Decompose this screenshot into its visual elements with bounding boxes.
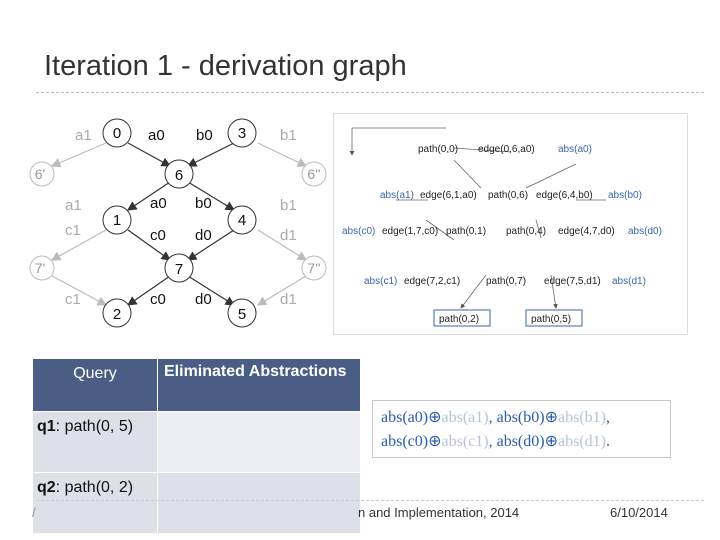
header-eliminated: Eliminated Abstractions xyxy=(158,359,361,412)
node-label: 7 xyxy=(174,261,184,278)
separator: , xyxy=(605,409,610,426)
node-label: c0 xyxy=(150,291,166,308)
eliminated-cell xyxy=(158,473,361,534)
node-label: d0 xyxy=(195,227,212,244)
graph-term: edge(7,2,c1) xyxy=(404,276,461,287)
graph-term: abs(a1) xyxy=(380,190,414,201)
footer-date: 6/10/2014 xyxy=(610,505,668,520)
graph-term: path(0,5) xyxy=(531,314,572,325)
node-label: 6'' xyxy=(307,166,321,182)
oplus-symbol: ⊕ xyxy=(428,409,442,426)
right-graph-frame xyxy=(333,113,688,335)
node-label: b1 xyxy=(280,197,297,214)
node-label: c1 xyxy=(65,222,81,239)
graph-term: abs(c1) xyxy=(364,276,398,287)
node-label: 4 xyxy=(237,212,247,229)
graph-term: edge(6,1,a0) xyxy=(420,190,477,201)
node-label: 1 xyxy=(112,212,122,229)
query-id: q1 xyxy=(37,418,56,435)
separator: . xyxy=(605,433,610,450)
graph-term: path(0,1) xyxy=(446,226,487,237)
abs-term-faint: abs(b1) xyxy=(557,409,606,426)
query-cell xyxy=(33,473,158,534)
eliminated-abstractions-box xyxy=(372,400,671,458)
node-label: 6' xyxy=(34,166,46,182)
separator: , xyxy=(488,433,497,450)
graph-term: abs(c0) xyxy=(342,226,376,237)
table-row xyxy=(33,473,361,534)
node-label: d0 xyxy=(195,291,212,308)
header-query: Query xyxy=(33,359,158,412)
node-label: 7'' xyxy=(307,260,321,276)
node-label: b1 xyxy=(280,127,297,144)
graph-term: abs(a0) xyxy=(558,144,592,155)
slide-title: Iteration 1 - derivation graph xyxy=(44,50,407,82)
oplus-symbol: ⊕ xyxy=(544,433,558,450)
graph-term: abs(b0) xyxy=(608,190,642,201)
node-label: 2 xyxy=(112,306,122,323)
graph-term: edge(1,7,c0) xyxy=(382,226,439,237)
node-label: a0 xyxy=(148,127,165,144)
node-label: d1 xyxy=(280,227,297,244)
graph-term: edge(6,4,b0) xyxy=(536,190,593,201)
eliminated-line-1 xyxy=(381,407,610,427)
node-label: a0 xyxy=(150,195,167,212)
node-label: b0 xyxy=(196,127,213,144)
node-label: c1 xyxy=(65,291,81,308)
graph-term: path(0,7) xyxy=(486,276,527,287)
graph-term: edge(7,5,d1) xyxy=(544,276,601,287)
footer-divider xyxy=(36,500,704,501)
graph-term: path(0,2) xyxy=(439,314,480,325)
abs-term-faint: abs(c1) xyxy=(441,433,489,450)
graph-term: abs(d1) xyxy=(612,276,646,287)
query-text: : path(0, 5) xyxy=(55,418,134,435)
graph-term: path(0,4) xyxy=(506,226,547,237)
abs-term-faint: abs(d1) xyxy=(557,433,606,450)
query-cell xyxy=(33,412,158,473)
table-row xyxy=(33,412,361,473)
graph-term: edge(4,7,d0) xyxy=(558,226,615,237)
node-label: a1 xyxy=(65,197,82,214)
footer-mark: / xyxy=(32,505,36,520)
abs-term: abs(d0) xyxy=(496,433,545,450)
node-label: d1 xyxy=(280,291,297,308)
footer-conference: n and Implementation, 2014 xyxy=(358,505,520,520)
title-divider xyxy=(36,92,704,93)
eliminated-line-2 xyxy=(381,431,610,451)
node-label: 7' xyxy=(34,260,46,276)
node-label: 0 xyxy=(112,125,122,142)
node-label: c0 xyxy=(150,227,166,244)
node-label: 3 xyxy=(237,125,247,142)
graph-term: edge(0,6,a0) xyxy=(478,144,535,155)
oplus-symbol: ⊕ xyxy=(428,433,442,450)
graph-term: path(0,6) xyxy=(488,190,529,201)
abs-term: abs(b0) xyxy=(496,409,545,426)
query-id: q2 xyxy=(37,479,56,496)
query-text: : path(0, 2) xyxy=(55,479,134,496)
abs-term: abs(a0) xyxy=(381,409,429,426)
abs-term-faint: abs(a1) xyxy=(441,409,489,426)
node-label: b0 xyxy=(195,195,212,212)
node-label: a1 xyxy=(75,127,92,144)
eliminated-cell xyxy=(158,412,361,473)
node-label: 5 xyxy=(237,306,247,323)
separator: , xyxy=(488,409,497,426)
node-label: 6 xyxy=(174,167,184,184)
table-header-row xyxy=(33,359,361,412)
oplus-symbol: ⊕ xyxy=(544,409,558,426)
abs-term: abs(c0) xyxy=(381,433,429,450)
graph-term: abs(d0) xyxy=(628,226,662,237)
query-table xyxy=(32,358,361,534)
graph-term: path(0,0) xyxy=(418,144,459,155)
